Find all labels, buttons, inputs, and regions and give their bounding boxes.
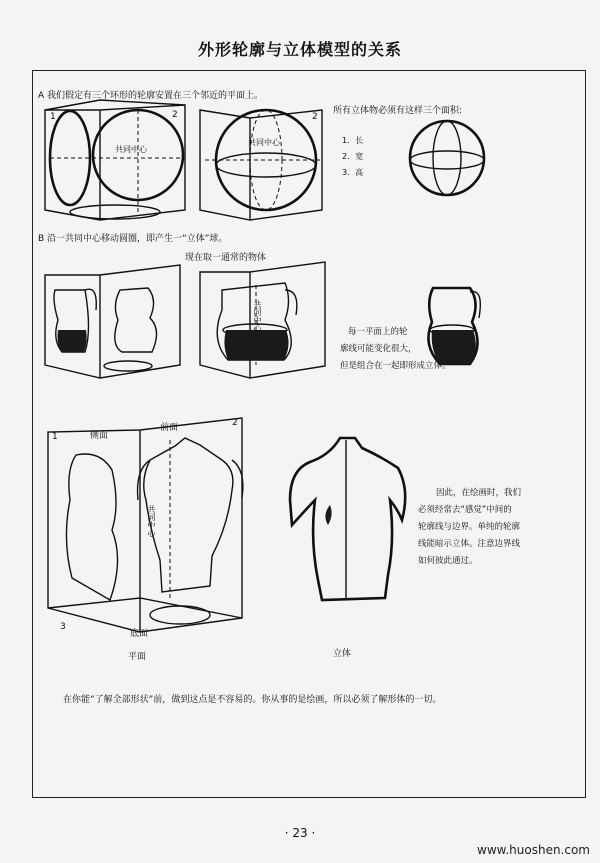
label-front-plane: 前面: [160, 423, 179, 433]
page-number: · 23 ·: [284, 826, 316, 840]
note-c-line-2: 必须经常去“感觉”中间的: [418, 505, 512, 515]
subcaption-b: 现在取一通常的物体: [185, 253, 267, 263]
label-common-center-jug: 共同中心: [253, 300, 262, 332]
label-common-center-2: 共同中心: [248, 138, 280, 147]
note-b-line-1: 每一平面上的轮: [348, 327, 408, 337]
note-c: [418, 485, 521, 570]
three-plane-circles-figure: [45, 100, 185, 220]
caption-solid: 立体: [333, 649, 352, 659]
note-c-line-3: 轮廓线与边界。单纯的轮廓: [418, 522, 521, 532]
note-c-line-5: 如何彼此通过。: [418, 556, 478, 566]
note-c-line-4: 线能暗示立体。注意边界线: [418, 539, 521, 549]
plane-number-2: 2: [172, 110, 178, 120]
note-c-line-1: 因此，在绘画时，我们: [436, 488, 522, 498]
caption-a: A 我们假定有三个环形的轮廓安置在三个邻近的平面上。: [38, 91, 264, 101]
torso-solid-figure: [290, 438, 405, 600]
website-watermark: www.huoshen.com: [477, 843, 590, 857]
plane-number-2b: 2: [312, 112, 318, 122]
note-b-line-3: 但是组合在一起即形成立体。: [340, 361, 451, 371]
torso-plane-number-1: 1: [52, 432, 58, 442]
label-common-center-1: 共同中心: [115, 145, 147, 154]
label-common-center-torso: 共同中心: [147, 505, 156, 537]
note-b: [340, 324, 451, 375]
caption-plane: 平面: [128, 652, 147, 662]
note-b-line-2: 廓线可能变化很大，: [340, 344, 417, 354]
sphere-in-planes-figure: [200, 110, 322, 220]
jug-planes-figure: [45, 265, 180, 378]
plane-number-1: 1: [50, 112, 56, 122]
dim-length: 1．长: [342, 136, 364, 145]
dim-height: 3．高: [342, 168, 364, 177]
footer-paragraph: 在你能“了解全部形状”前，做到这点是不容易的。你从事的是绘画，所以必须了解形体的一切。: [63, 695, 442, 705]
side-note-three-areas: 所有立体物必须有这样三个面积:: [333, 106, 463, 116]
sphere-figure: [410, 121, 484, 195]
caption-b: B 沿一共同中心移动圆圈，即产生一“立体”球。: [38, 234, 228, 244]
label-bottom-plane: 底面: [130, 629, 149, 639]
label-side-plane: 侧面: [90, 431, 109, 441]
page-title: 外形轮廓与立体模型的关系: [197, 40, 402, 59]
torso-plane-number-3: 3: [60, 622, 66, 632]
dim-width: 2．宽: [342, 152, 364, 161]
torso-plane-number-2: 2: [232, 418, 238, 428]
